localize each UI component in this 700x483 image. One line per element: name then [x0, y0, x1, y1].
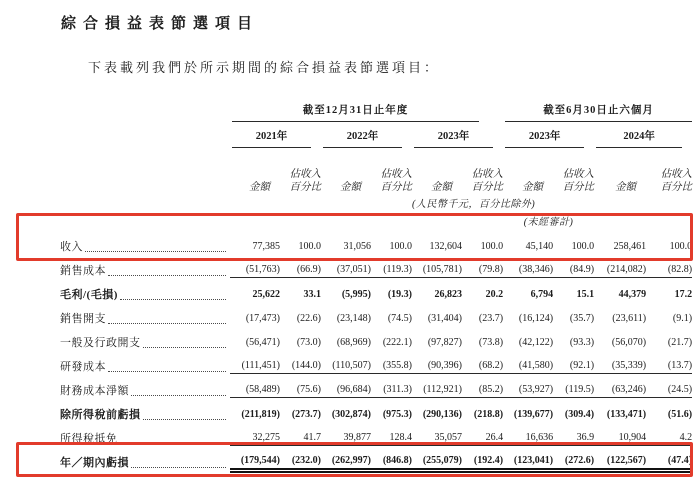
cell-revenue-0: 77,385: [252, 241, 280, 252]
amount-subheader: 金額: [431, 182, 452, 193]
cell-income-tax-credit-6: 16,636: [503, 422, 553, 446]
cell-net-loss-5: (192.4): [462, 446, 503, 470]
cell-gross-profit-2: (5,995): [341, 289, 371, 300]
row-label-gross-profit: 毛利/(毛損): [60, 278, 230, 302]
cell-loss-before-tax-3: (975.3): [382, 409, 412, 420]
cell-admin-expenses-5: (73.8): [478, 337, 504, 348]
cell-gross-profit-5: 20.2: [485, 289, 504, 300]
cell-cost-of-sales-7: (84.9): [553, 254, 594, 278]
dot-leader: [108, 323, 226, 324]
cell-selling-expenses-8: (23,611): [612, 313, 647, 324]
cell-revenue-7: 100.0: [571, 241, 595, 252]
year-header-6m2024: 2024年: [594, 122, 692, 148]
period-header-row: [60, 100, 692, 122]
row-label-loss-before-tax: 除所得稅前虧損: [60, 398, 230, 422]
cell-selling-expenses-4: (31,404): [427, 313, 462, 324]
row-label-net-loss: 年／期內虧損: [60, 446, 230, 470]
column-subheader-row: [60, 148, 692, 194]
cell-income-tax-credit-8: 10,904: [594, 422, 646, 446]
cell-gross-profit-7: 15.1: [576, 289, 595, 300]
cell-selling-expenses-5: (23.7): [478, 313, 504, 324]
cell-loss-before-tax-5: (218.8): [473, 409, 504, 420]
cell-revenue-6: 45,140: [525, 241, 554, 252]
row-label-admin-expenses: 一般及行政開支: [60, 326, 230, 350]
row-label-selling-expenses: 銷售開支: [60, 302, 230, 326]
cell-net-loss-9: (47.4): [646, 446, 692, 470]
amount-subheader: 金額: [249, 182, 270, 193]
cell-net-finance-costs-2: (96,684): [321, 374, 371, 398]
cell-loss-before-tax-0: (211,819): [241, 409, 280, 420]
cell-gross-profit-6: 6,794: [530, 289, 554, 300]
cell-net-finance-costs-0: (58,489): [230, 374, 280, 398]
cell-net-finance-costs-5: (85.2): [462, 374, 503, 398]
cell-income-tax-credit-4: 35,057: [412, 422, 462, 446]
row-unaudited: [60, 212, 692, 230]
cell-loss-before-tax-9: (51.6): [667, 409, 693, 420]
dot-leader: [85, 251, 226, 252]
cell-rd-costs-6: (41,580): [503, 350, 553, 374]
cell-cost-of-sales-8: (214,082): [594, 254, 646, 278]
income-statement-table: [60, 100, 692, 470]
cell-loss-before-tax-4: (290,136): [422, 409, 462, 420]
cell-rd-costs-1: (144.0): [280, 350, 321, 374]
cell-rd-costs-4: (90,396): [412, 350, 462, 374]
pct-of-revenue-subheader: 佔收入 百分比: [380, 169, 412, 193]
cell-cost-of-sales-3: (119.3): [371, 254, 412, 278]
cell-gross-profit-8: 44,379: [618, 289, 647, 300]
cell-revenue-8: 258,461: [613, 241, 647, 252]
spacer-cell: [60, 194, 412, 212]
cell-net-loss-1: (232.0): [280, 446, 321, 470]
amount-subheader: 金額: [522, 182, 544, 193]
cell-net-finance-costs-7: (119.5): [553, 374, 594, 398]
cell-net-loss-8: (122,567): [594, 446, 646, 470]
unaudited-note: (未經審計): [523, 217, 574, 228]
intro-text: 下表載列我們於所示期間的綜合損益表節選項目：: [88, 60, 441, 75]
year-header-2023: 2023年: [412, 122, 503, 148]
spacer-cell: [60, 148, 230, 194]
spacer-cell: [60, 212, 503, 230]
spacer-cell: [60, 100, 230, 122]
cell-selling-expenses-6: (16,124): [518, 313, 554, 324]
dot-leader: [143, 419, 227, 420]
unit-note-cell: [412, 194, 536, 212]
cell-net-loss-3: (846.8): [371, 446, 412, 470]
cell-selling-expenses-0: (17,473): [245, 313, 280, 324]
cell-rd-costs-3: (355.8): [371, 350, 412, 374]
cell-loss-before-tax-2: (302,874): [331, 409, 371, 420]
dot-leader: [131, 467, 226, 468]
pct-of-revenue-subheader: 佔收入 百分比: [660, 169, 693, 193]
cell-admin-expenses-7: (93.3): [569, 337, 595, 348]
cell-cost-of-sales-4: (105,781): [412, 254, 462, 278]
cell-gross-profit-3: (19.3): [387, 289, 412, 300]
year-header-2022: 2022年: [321, 122, 412, 148]
unaudited-note-cell: [503, 212, 594, 230]
cell-selling-expenses-1: (22.6): [296, 313, 321, 324]
amount-subheader: 金額: [340, 182, 361, 193]
cell-income-tax-credit-2: 39,877: [321, 422, 371, 446]
cell-rd-costs-2: (110,507): [321, 350, 371, 374]
cell-gross-profit-1: 33.1: [303, 289, 321, 300]
cell-rd-costs-0: (111,451): [230, 350, 280, 374]
cell-loss-before-tax-1: (273.7): [291, 409, 321, 420]
cell-net-loss-0: (179,544): [230, 446, 280, 470]
row-loss-before-tax: [60, 398, 692, 422]
cell-net-loss-6: (123,041): [503, 446, 553, 470]
pct-of-revenue-subheader: 佔收入 百分比: [471, 169, 504, 193]
cell-admin-expenses-6: (42,122): [518, 337, 554, 348]
cell-rd-costs-8: (35,339): [594, 350, 646, 374]
page-title: 綜合損益表節選項目: [61, 16, 260, 32]
cell-cost-of-sales-9: (82.8): [646, 254, 692, 278]
cell-net-loss-7: (272.6): [553, 446, 594, 470]
row-label-cost-of-sales: 銷售成本: [60, 254, 230, 278]
cell-revenue-3: 100.0: [389, 241, 412, 252]
row-label-rd-costs: 研發成本: [60, 350, 230, 374]
cell-gross-profit-9: 17.2: [674, 289, 693, 300]
cell-cost-of-sales-1: (66.9): [280, 254, 321, 278]
cell-revenue-5: 100.0: [480, 241, 504, 252]
cell-revenue-4: 132,604: [429, 241, 462, 252]
cell-net-loss-4: (255,079): [412, 446, 462, 470]
dot-leader: [108, 371, 226, 372]
cell-cost-of-sales-2: (37,051): [321, 254, 371, 278]
cell-net-finance-costs-3: (311.3): [371, 374, 412, 398]
row-gross-profit: [60, 278, 692, 302]
cell-net-finance-costs-9: (24.5): [646, 374, 692, 398]
cell-selling-expenses-2: (23,148): [336, 313, 371, 324]
row-net-finance-costs: [60, 374, 692, 398]
row-net-loss: [60, 446, 692, 470]
year-header-row: [60, 122, 692, 148]
cell-admin-expenses-4: (97,827): [427, 337, 462, 348]
cell-admin-expenses-3: (222.1): [382, 337, 412, 348]
row-income-tax-credit: [60, 422, 692, 446]
cell-loss-before-tax-7: (309.4): [564, 409, 595, 420]
dot-leader: [120, 299, 226, 300]
annual-period-label: 截至12月31日止年度: [232, 102, 479, 122]
dot-leader: [120, 443, 227, 444]
table-body: [60, 230, 692, 470]
row-label-net-finance-costs: 財務成本淨額: [60, 374, 230, 398]
cell-revenue-2: 31,056: [343, 241, 371, 252]
cell-rd-costs-9: (13.7): [646, 350, 692, 374]
row-rd-costs: [60, 350, 692, 374]
amount-subheader: 金額: [615, 182, 637, 193]
cell-net-finance-costs-8: (63,246): [594, 374, 646, 398]
cell-selling-expenses-7: (35.7): [569, 313, 595, 324]
cell-rd-costs-7: (92.1): [553, 350, 594, 374]
row-revenue: [60, 230, 692, 254]
cell-income-tax-credit-1: 41.7: [280, 422, 321, 446]
interim-period-header: [503, 100, 692, 122]
cell-admin-expenses-9: (21.7): [667, 337, 693, 348]
cell-income-tax-credit-9: 4.2: [646, 422, 692, 446]
cell-admin-expenses-0: (56,471): [245, 337, 280, 348]
pct-of-revenue-subheader: 佔收入 百分比: [562, 169, 595, 193]
year-header-2021: 2021年: [230, 122, 321, 148]
unit-note-row: [60, 194, 692, 212]
year-header-6m2023: 2023年: [503, 122, 594, 148]
cell-admin-expenses-8: (56,070): [611, 337, 647, 348]
cell-cost-of-sales-5: (79.8): [462, 254, 503, 278]
cell-revenue-9: 100.0: [669, 241, 693, 252]
dot-leader: [143, 347, 227, 348]
cell-admin-expenses-2: (68,969): [336, 337, 371, 348]
row-cost-of-sales: [60, 254, 692, 278]
cell-loss-before-tax-8: (133,471): [606, 409, 647, 420]
cell-cost-of-sales-6: (38,346): [503, 254, 553, 278]
annual-period-header: [230, 100, 503, 122]
row-label-revenue: 收入: [60, 230, 230, 254]
cell-net-finance-costs-6: (53,927): [503, 374, 553, 398]
cell-income-tax-credit-7: 36.9: [553, 422, 594, 446]
cell-net-loss-2: (262,997): [321, 446, 371, 470]
row-admin-expenses: [60, 326, 692, 350]
spacer-cell: [594, 212, 692, 230]
cell-gross-profit-0: 25,622: [252, 289, 280, 300]
spacer-cell: [60, 122, 230, 148]
unit-note: (人民幣千元，百分比除外): [412, 199, 536, 210]
cell-gross-profit-4: 26,823: [434, 289, 462, 300]
cell-income-tax-credit-3: 128.4: [371, 422, 412, 446]
pct-of-revenue-subheader: 佔收入 百分比: [289, 169, 321, 193]
cell-selling-expenses-3: (74.5): [387, 313, 412, 324]
cell-revenue-1: 100.0: [298, 241, 321, 252]
cell-income-tax-credit-0: 32,275: [230, 422, 280, 446]
row-selling-expenses: [60, 302, 692, 326]
cell-net-finance-costs-1: (75.6): [280, 374, 321, 398]
cell-admin-expenses-1: (73.0): [296, 337, 321, 348]
cell-loss-before-tax-6: (139,677): [513, 409, 554, 420]
row-label-income-tax-credit: 所得稅抵免: [60, 422, 230, 446]
dot-leader: [131, 395, 226, 396]
dot-leader: [108, 275, 226, 276]
cell-cost-of-sales-0: (51,763): [230, 254, 280, 278]
cell-income-tax-credit-5: 26.4: [462, 422, 503, 446]
cell-net-finance-costs-4: (112,921): [412, 374, 462, 398]
interim-period-label: 截至6月30日止六個月: [505, 102, 692, 122]
cell-rd-costs-5: (68.2): [462, 350, 503, 374]
cell-selling-expenses-9: (9.1): [672, 313, 693, 324]
